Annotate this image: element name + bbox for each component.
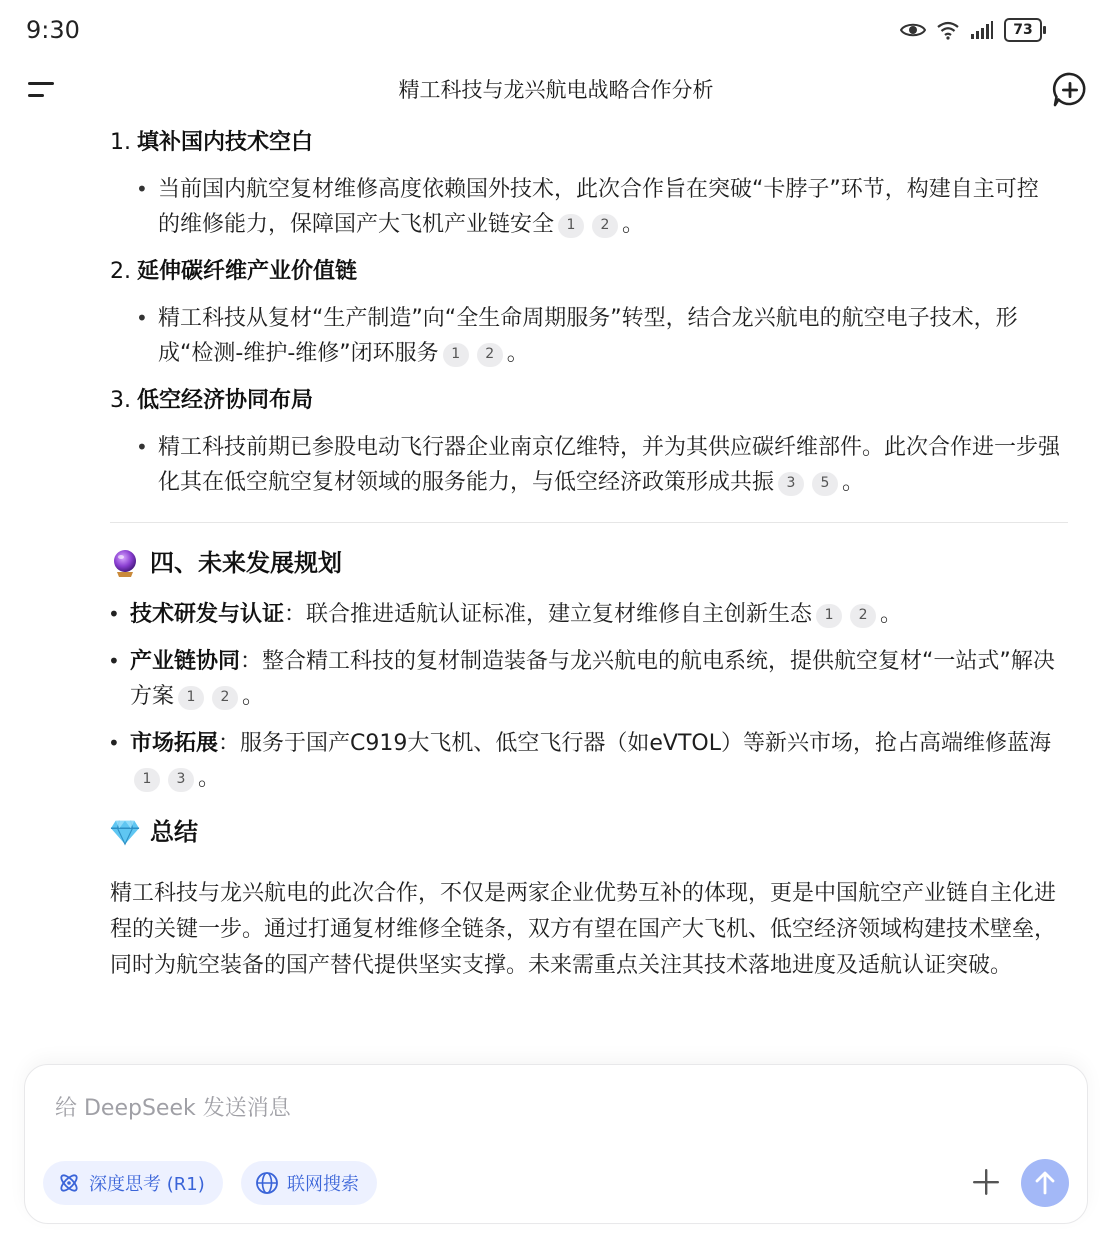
plus-icon — [971, 1167, 1001, 1197]
message-content — [110, 125, 1070, 984]
status-bar — [0, 0, 1112, 60]
future-item-text: 服务于国产C919大飞机、低空飞行器（如eVTOL）等新兴市场，抢占高端维修蓝海 — [240, 731, 1051, 756]
future-bullets — [110, 597, 1070, 796]
separator: ： — [218, 731, 241, 756]
item-number: 2. — [110, 259, 131, 284]
numbered-item-title — [110, 125, 1070, 161]
future-item-text: 联合推进适航认证标准，建立复材维修自主创新生态 — [306, 602, 813, 627]
section-title-future — [110, 541, 1070, 585]
numbered-item — [110, 254, 1070, 371]
citation-badge[interactable]: 2 — [850, 604, 876, 628]
citation-badge[interactable]: 1 — [443, 343, 469, 367]
citation-badge[interactable]: 1 — [178, 686, 204, 710]
message-composer — [24, 1064, 1088, 1224]
sub-bullet-text: 当前国内航空复材维修高度依赖国外技术，此次合作旨在突破“卡脖子”环节，构建自主可控的维修能力，保障国产大飞机产业链安全 — [158, 177, 1039, 237]
sub-bullet — [110, 301, 1070, 371]
deep-think-label: 深度思考 (R1) — [89, 1174, 205, 1195]
deep-think-toggle[interactable] — [43, 1161, 223, 1205]
wifi-icon — [936, 20, 960, 40]
atom-icon — [57, 1171, 81, 1195]
future-item-label: 技术研发与认证 — [130, 602, 285, 627]
future-item-text: 整合精工科技的复材制造装备与龙兴航电的航电系统，提供航空复材“一站式”解决方案 — [130, 649, 1055, 709]
item-number: 1. — [110, 130, 131, 155]
numbered-item — [110, 383, 1070, 500]
item-title-text: 延伸碳纤维产业价值链 — [137, 259, 358, 284]
item-title-text: 低空经济协同布局 — [137, 388, 314, 413]
item-title-text: 填补国内技术空白 — [137, 130, 314, 155]
numbered-item-title — [110, 254, 1070, 290]
numbered-item — [110, 125, 1070, 242]
separator: ： — [240, 649, 263, 674]
sentence-end: 。 — [242, 684, 265, 709]
page-title: 精工科技与龙兴航电战略合作分析 — [398, 78, 714, 102]
sentence-end: 。 — [880, 602, 903, 627]
sub-bullet-text: 精工科技前期已参股电动飞行器企业南京亿维特，并为其供应碳纤维部件。此次合作进一步强化其在低空航空复材领域的服务能力，与低空经济政策形成共振 — [158, 435, 1061, 495]
sentence-end: 。 — [198, 766, 221, 791]
send-button[interactable] — [1021, 1159, 1069, 1207]
status-icons — [900, 18, 1042, 42]
web-search-label: 联网搜索 — [287, 1174, 359, 1195]
numbered-item-title — [110, 383, 1070, 419]
new-chat-icon — [1050, 70, 1090, 110]
gem-icon — [110, 817, 140, 847]
citation-badge[interactable]: 3 — [778, 472, 804, 496]
future-item-label: 产业链协同 — [130, 649, 241, 674]
citation-badge[interactable]: 5 — [812, 472, 838, 496]
citation-badge[interactable]: 1 — [558, 214, 584, 238]
separator: ： — [284, 602, 307, 627]
section-divider — [110, 522, 1068, 523]
globe-icon — [255, 1171, 279, 1195]
future-item — [108, 644, 1070, 714]
citation-badge[interactable]: 2 — [592, 214, 618, 238]
status-time: 9:30 — [26, 16, 80, 44]
citation-badge[interactable]: 3 — [168, 768, 194, 792]
sub-bullet-text: 精工科技从复材“生产制造”向“全生命周期服务”转型，结合龙兴航电的航空电子技术，形成“检测-维护-维修”闭环服务 — [158, 306, 1018, 366]
citation-badge[interactable]: 2 — [477, 343, 503, 367]
arrow-up-icon — [1032, 1170, 1058, 1196]
citation-badge[interactable]: 1 — [134, 768, 160, 792]
web-search-toggle[interactable] — [241, 1161, 377, 1205]
sentence-end: 。 — [622, 212, 645, 237]
future-item-label: 市场拓展 — [130, 731, 219, 756]
summary-paragraph: 精工科技与龙兴航电的此次合作，不仅是两家企业优势互补的体现，更是中国航空产业链自主化进程的关键一步。通过打通复材维修全链条，双方有望在国产大飞机、低空经济领域构建技术壁垒，同时为航空装备的国产替代提供坚实支撑。未来需重点关注其技术落地进度及适航认证突破。 — [110, 881, 1057, 978]
section-title-summary — [110, 810, 1070, 854]
battery-icon: 73 — [1004, 18, 1042, 42]
eye-icon — [900, 21, 926, 39]
future-item — [108, 597, 1070, 632]
sub-bullet — [110, 172, 1070, 242]
citation-badge[interactable]: 1 — [816, 604, 842, 628]
future-item — [108, 726, 1070, 796]
attach-button[interactable] — [971, 1167, 1001, 1197]
citation-badge[interactable]: 2 — [212, 686, 238, 710]
crystal-ball-icon — [110, 548, 140, 578]
message-input[interactable] — [53, 1087, 957, 1129]
item-number: 3. — [110, 388, 131, 413]
section-title-text: 四、未来发展规划 — [150, 549, 342, 577]
section-title-text: 总结 — [150, 818, 198, 846]
sentence-end: 。 — [506, 341, 529, 366]
signal-icon — [970, 20, 994, 40]
sentence-end: 。 — [842, 470, 865, 495]
sub-bullet — [110, 430, 1070, 500]
header — [0, 60, 1112, 120]
new-chat-button[interactable] — [1050, 70, 1090, 110]
